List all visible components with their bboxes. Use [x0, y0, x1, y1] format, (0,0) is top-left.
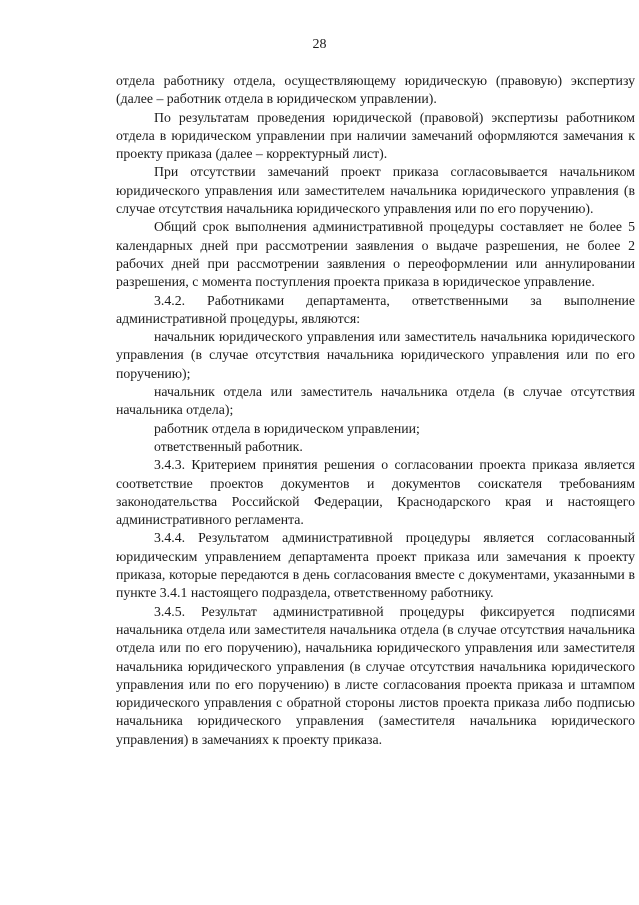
list-item: начальник отдела или заместитель начальника отдела (в случае отсутствия начальника отдела);: [116, 384, 635, 418]
paragraph: Общий срок выполнения административной процедуры составляет не более 5 календарных дней при рассмотрении заявления о выдаче разрешения, не более 2 рабочих дней при рассмотрении заявления о переоформлении или аннулировании разрешения, с момента поступления проекта приказа в юридическое управление.: [116, 219, 635, 290]
page-number: 28: [312, 37, 327, 52]
paragraph-clause-3-4-5: 3.4.5. Результат административной процедуры фиксируется подписями начальника отдела или заместителя начальника отдела (в случае отсутствия начальника отдела или по его поручению), начальника юридического управления или заместителя начальника юридического управления (в случае отсутствия начальника юридического управления или по его поручению) в листе согласования проекта приказа и штампом юридического управления с обратной стороны листов проекта приказа либо подписью начальника юридического управления (заместителя начальника юридического управления) в замечаниях к проекту приказа.: [116, 603, 635, 747]
list-item: работник отдела в юридическом управлении;: [154, 420, 420, 436]
list-item: начальник юридического управления или заместитель начальника юридического управления (в случае отсутствия начальника юридического управления или по его поручению);: [116, 329, 635, 381]
list-item: ответственный работник.: [154, 438, 303, 454]
paragraph: При отсутствии замечаний проект приказа согласовывается начальником юридического управления или заместителем начальника юридического управления (в случае отсутствия начальника юридического управления или по его поручению).: [116, 164, 635, 217]
paragraph-clause-3-4-2: 3.4.2. Работниками департамента, ответственными за выполнение административной процедуры, являются:: [116, 292, 635, 326]
document-body: [116, 72, 635, 749]
paragraph-continuation: отдела работнику отдела, осуществляющему юридическую (правовую) экспертизу (далее – работник отдела в юридическом управлении).: [116, 73, 635, 107]
paragraph-clause-3-4-3: 3.4.3. Критерием принятия решения о согласовании проекта приказа является соответствие проектов документов и документов соискателя требованиям законодательства Российской Федерации, Краснодарского края и настоящего административного регламента.: [116, 457, 635, 528]
paragraph: По результатам проведения юридической (правовой) экспертизы работником отдела в юридическом управлении при наличии замечаний оформляются замечания к проекту приказа (далее – корректурный лист).: [116, 109, 635, 162]
paragraph-clause-3-4-4: 3.4.4. Результатом административной процедуры является согласованный юридическим управлением департамента проект приказа или замечания к проекту приказа, которые передаются в день согласования вместе с документами, указанными в пункте 3.4.1 настоящего подраздела, ответственному работнику.: [116, 530, 635, 601]
